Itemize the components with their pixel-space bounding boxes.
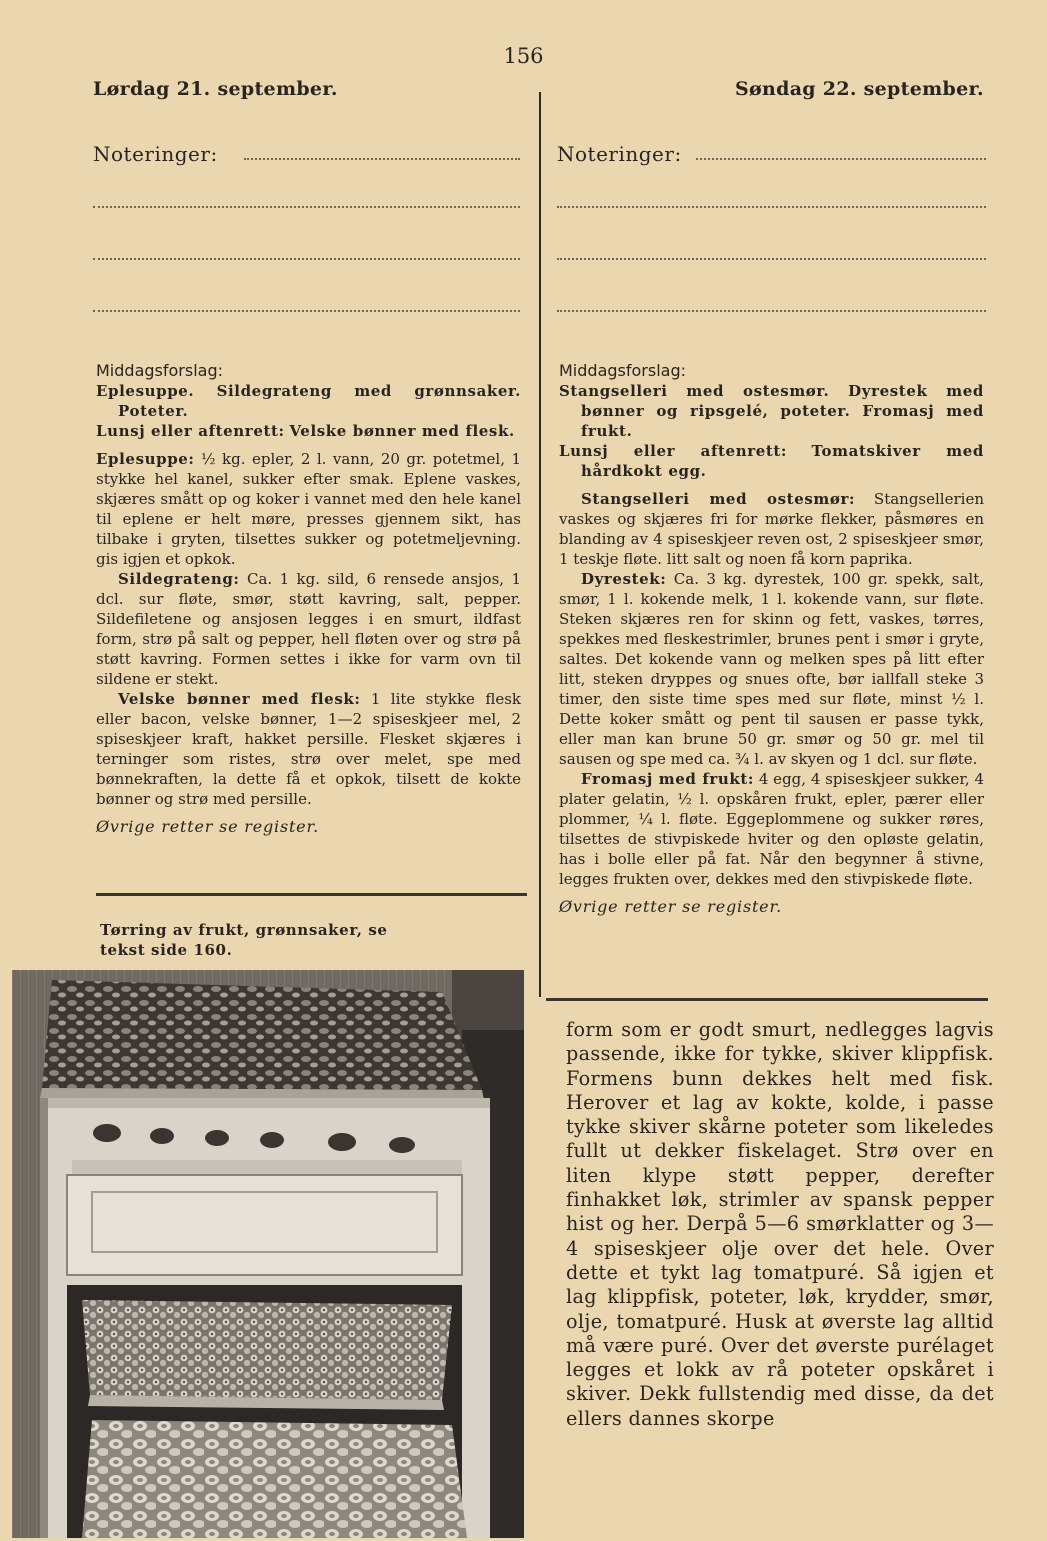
page-number: 156 bbox=[503, 44, 544, 68]
notes-label-right: Noteringer: bbox=[557, 142, 682, 166]
section-rule-left bbox=[96, 893, 527, 896]
recipe-title: Velske bønner med flesk: bbox=[118, 690, 361, 708]
notes-line-left-4 bbox=[93, 310, 520, 312]
continued-recipe-text: form som er godt smurt, nedlegges lagvis passende, ikke for tykke, skiver klippfisk. Formens bunn dekkes helt med fisk. Herover et lag av kokte, kolde, i passe tykke skiver skårne poteter som likeledes fullt ut dekker fiskelaget. Strø over en liten klype støtt pepper, derefter finhakket løk, strimler av spansk pepper hist og her. Derpå 5—6 smørklatter og 3—4 spiseskjeer olje over det hele. Over dette et tykt lag tomatpuré. Så igjen et lag klippfisk, poteter, løk, krydder, smør, olje, tomatpuré. Husk at øverste lag alltid må være puré. Over det øverste purélaget legges et lokk av rå poteter opskåret i skiver. Dekk fullstendig med disse, da det ellers dannes skorpe bbox=[566, 1018, 994, 1430]
recipe-title: Eplesuppe: bbox=[96, 450, 195, 468]
dinner-label-right: Middagsforslag: bbox=[559, 361, 686, 380]
column-divider bbox=[539, 92, 541, 997]
section-rule-right bbox=[546, 998, 988, 1001]
day-heading-left: Lørdag 21. september. bbox=[93, 78, 338, 100]
notes-line-left-1 bbox=[244, 158, 520, 160]
notes-line-left-3 bbox=[93, 258, 520, 260]
recipe-text: Ca. 1 kg. sild, 6 rensede ansjos, 1 dcl. sur fløte, smør, støtt kavring, salt, pepper. Sildefiletene og ansjosen legges i en smurt, ildfast form, strø på salt og pepper, hell fløten over og strø på støtt kavring. Formen settes i ikke for varm ovn til sildene er stekt. bbox=[96, 570, 521, 688]
notes-line-right-2 bbox=[557, 206, 986, 208]
notes-line-right-1 bbox=[696, 158, 986, 160]
other-dishes-left: Øvrige retter se register. bbox=[96, 817, 320, 836]
left-column bbox=[96, 361, 521, 837]
lunch-label-left: Lunsj eller aftenrett: bbox=[96, 422, 285, 440]
recipe-text: Stangsellerien vaskes og skjæres fri for mørke flekker, påsmøres en blanding av 4 spiseskjeer reven ost, 2 spiseskjeer smør, 1 teskje fløte. litt salt og noen få korn paprika. bbox=[559, 490, 984, 568]
notes-line-right-3 bbox=[557, 258, 986, 260]
other-dishes-right: Øvrige retter se register. bbox=[559, 897, 783, 916]
recipe-text: Ca. 3 kg. dyrestek, 100 gr. spekk, salt, smør, 1 l. kokende melk, 1 l. kokende vann, sur fløte. Steken skjæres ren for skinn og fett, vaskes, tørres, spekkes med fleskestrimler, brunes pent i smør i gryte, saltes. Det kokende vann og melken spes på litt efter litt, steken dryppes og snues ofte, bør iallfall steke 3 timer, den siste time spes med sur fløte, minst ½ l. Dette koker smått og pent til sausen er passe tykk, eller man kan brune 50 gr. smør og 50 gr. mel til sausen og spe med ca. ¾ l. av skyen og 1 dcl. sur fløte. bbox=[559, 570, 984, 768]
day-heading-right: Søndag 22. september. bbox=[735, 78, 984, 100]
stove-photo bbox=[12, 970, 524, 1538]
recipe-fromasj bbox=[559, 769, 984, 889]
recipe-title: Sildegrateng: bbox=[118, 570, 240, 588]
notes-line-left-2 bbox=[93, 206, 520, 208]
recipe-title: Dyrestek: bbox=[581, 570, 667, 588]
recipe-text: 1 lite stykke flesk eller bacon, velske bønner, 1—2 spiseskjeer mel, 2 spiseskjeer kraft, hakket persille. Flesket skjæres i terninger som ristes, strø over melet, spe med bønnekraften, la dette få et opkok, tilsett de kokte bønner og strø med persille. bbox=[96, 690, 521, 808]
dinner-label-left: Middagsforslag: bbox=[96, 361, 223, 380]
recipe-eplesuppe bbox=[96, 449, 521, 569]
recipe-title: Stangselleri med ostesmør: bbox=[581, 490, 856, 508]
lunch-dish-right: Tomatskiver med hårdkokt egg. bbox=[581, 442, 984, 480]
right-column bbox=[559, 361, 984, 917]
stove-illustration bbox=[12, 970, 524, 1538]
recipe-stangselleri bbox=[559, 489, 984, 569]
recipe-sildegrateng bbox=[96, 569, 521, 689]
recipe-text: 4 egg, 4 spiseskjeer sukker, 4 plater gelatin, ½ l. opskåren frukt, epler, pærer eller plommer, ¼ l. fløte. Eggeplommene og sukker røres, tilsettes de stivpiskede hviter og den opløste gelatin, has i bolle eller på fat. Når den begynner å stivne, legges frukten over, dekkes med den stivpiskede fløte. bbox=[559, 770, 984, 888]
menu-left: Eplesuppe. Sildegrateng med grønnsaker. Poteter. bbox=[96, 382, 521, 420]
menu-right: Stangselleri med ostesmør. Dyrestek med bønner og ripsgelé, poteter. Fromasj med frukt. bbox=[559, 382, 984, 440]
lunch-left bbox=[96, 421, 521, 441]
recipe-dyrestek bbox=[559, 569, 984, 769]
notes-line-right-4 bbox=[557, 310, 986, 312]
recipe-title: Fromasj med frukt: bbox=[581, 770, 755, 788]
notes-label-left: Noteringer: bbox=[93, 142, 218, 166]
lunch-label-right: Lunsj eller aftenrett: bbox=[559, 442, 788, 460]
recipe-velske-bonner bbox=[96, 689, 521, 809]
lunch-dish-left: Velske bønner med flesk. bbox=[289, 422, 515, 440]
drying-note: Tørring av frukt, grønnsaker, se tekst side 160. bbox=[100, 921, 388, 959]
recipe-text: ½ kg. epler, 2 l. vann, 20 gr. potetmel, 1 stykke hel kanel, sukker efter smak. Eplene vaskes, skjæres smått op og koker i vannet med den hele kanel til eplene er helt møre, presses gjennem sikt, has tilbake i gryten, tilsettes sukker og potetmeljevning. gis igjen et opkok. bbox=[96, 450, 521, 568]
lunch-right bbox=[559, 441, 984, 481]
